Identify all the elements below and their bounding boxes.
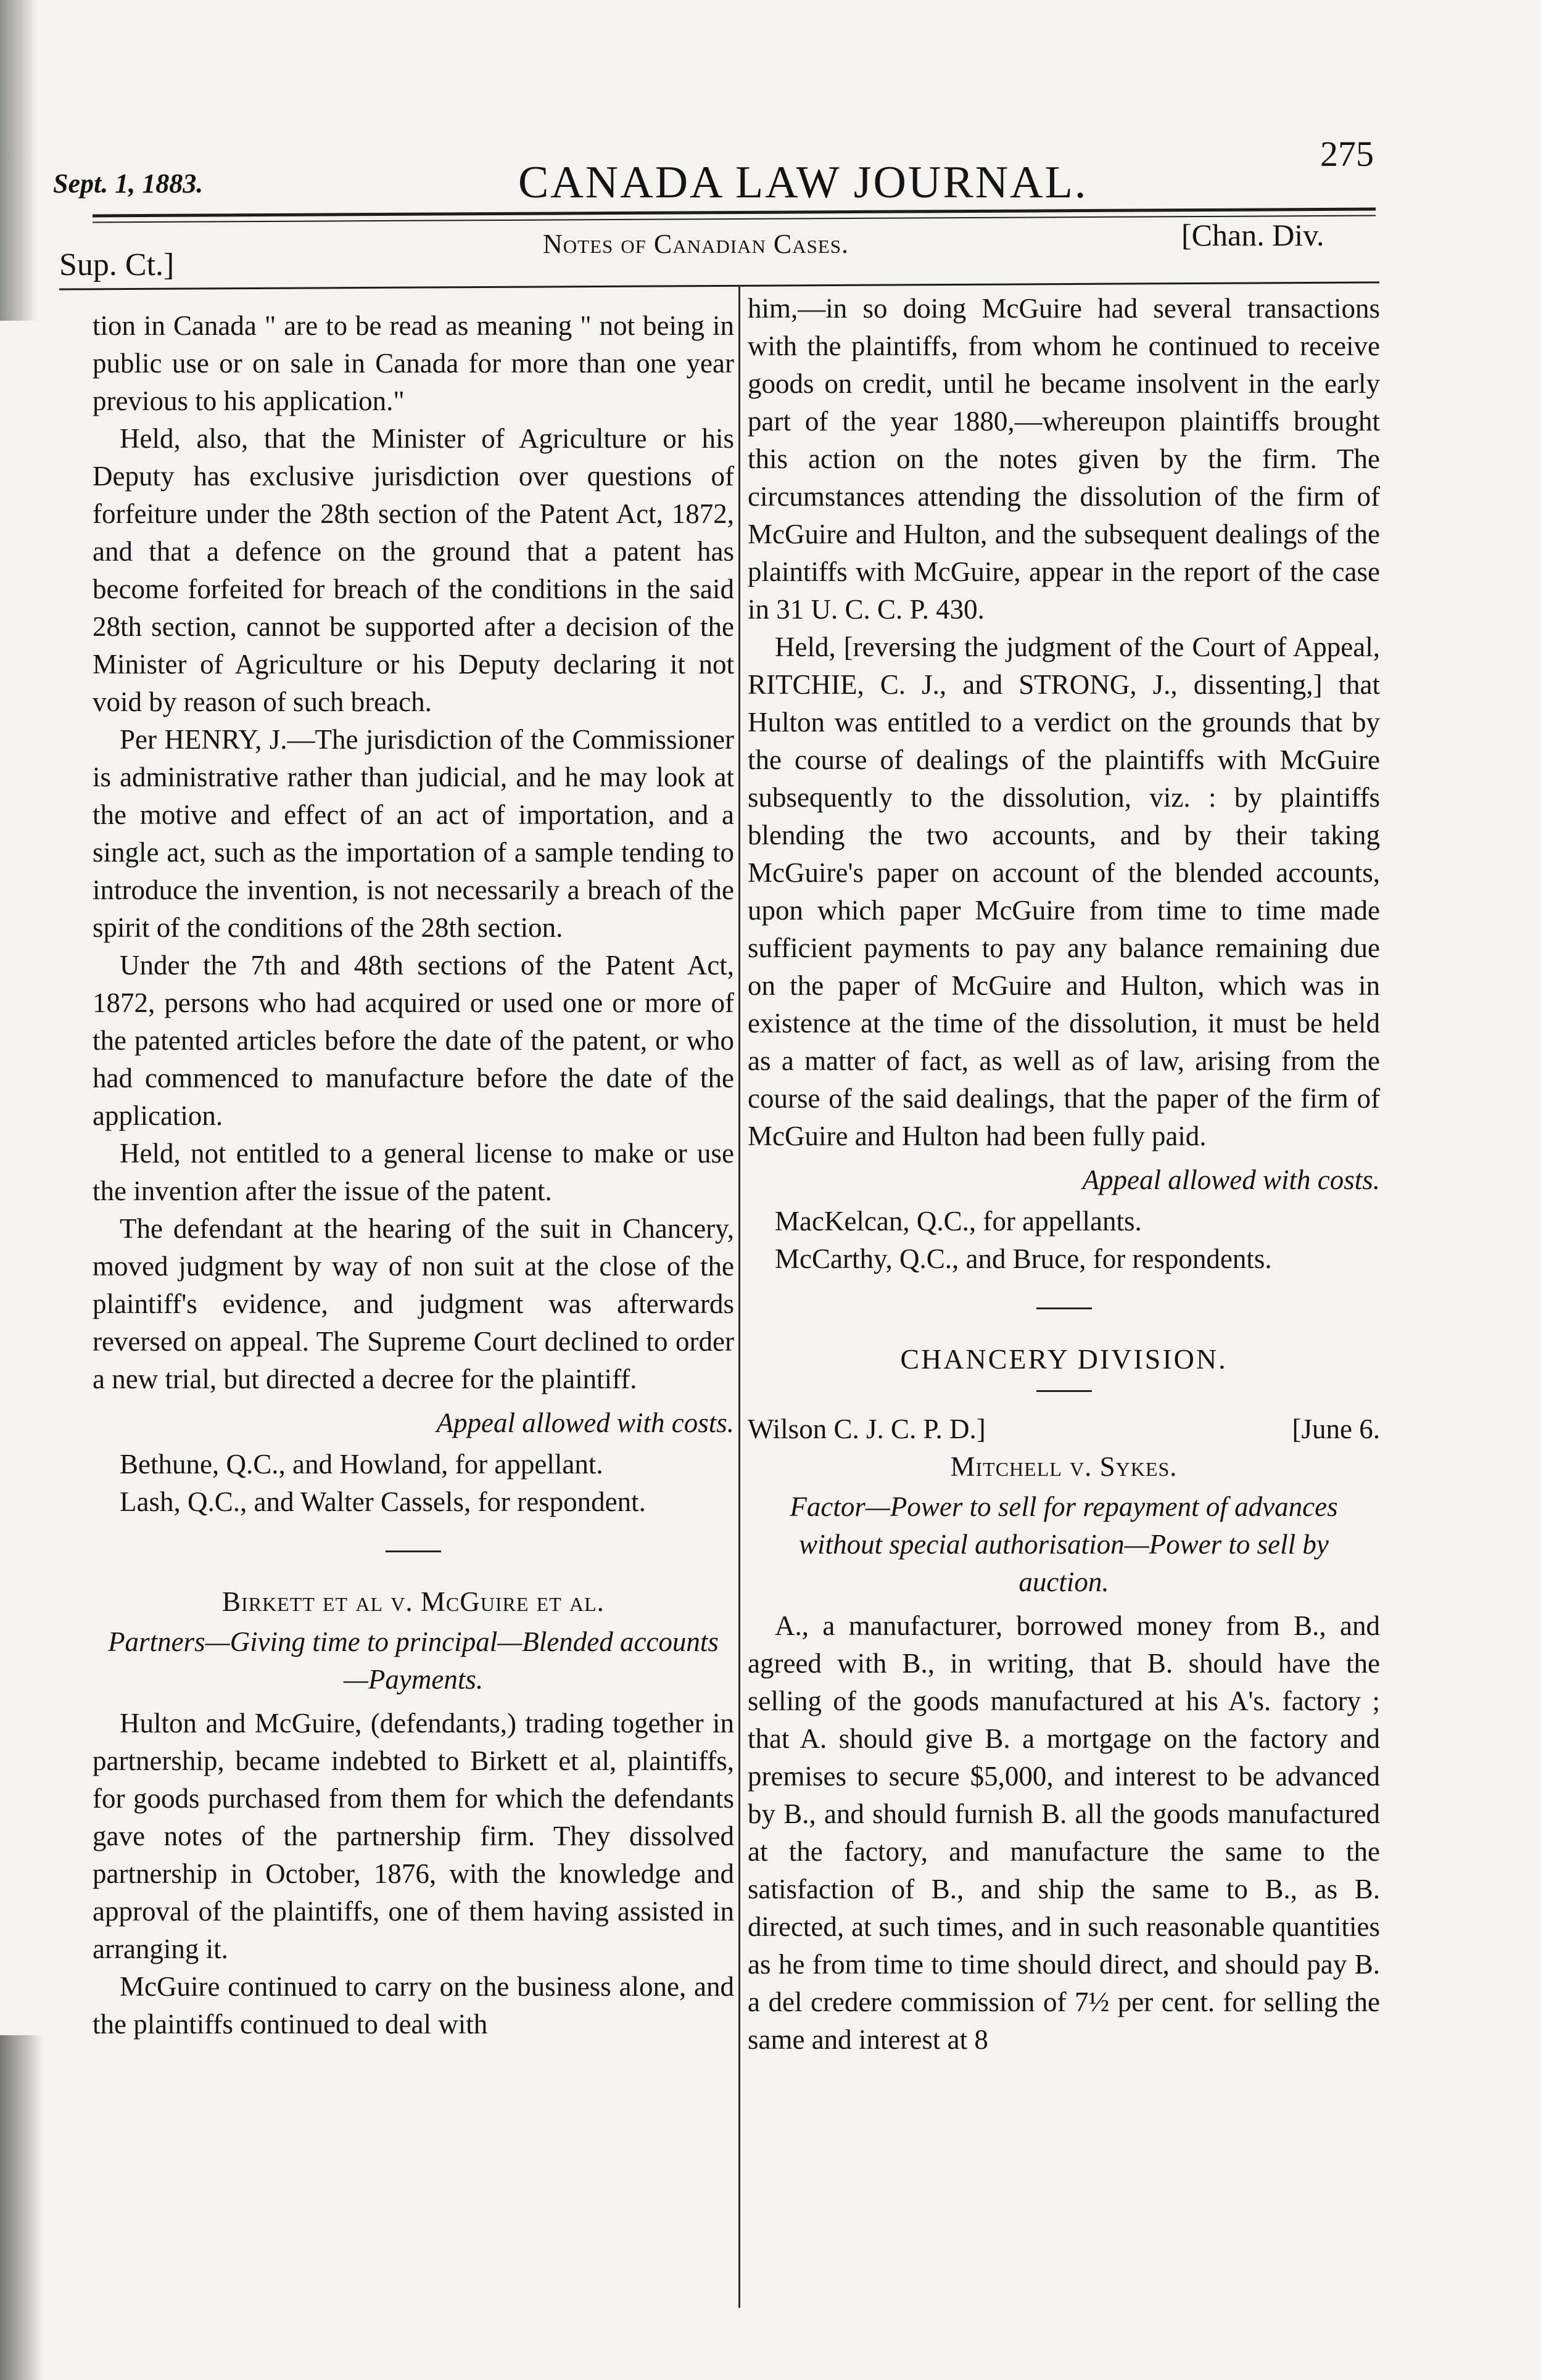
court-judge: Wilson C. J. C. P. D.] <box>748 1414 986 1444</box>
running-head-right: [Chan. Div. <box>1181 218 1324 252</box>
case-headnote: Partners—Giving time to principal—Blended accounts—Payments. <box>108 1626 719 1695</box>
court-line <box>748 1410 1380 1448</box>
section-title: CHANCERY DIVISION. <box>900 1343 1228 1375</box>
counsel-line: McCarthy, Q.C., and Bruce, for respondents. <box>775 1243 1272 1274</box>
paragraph: Held, not entitled to a general license to make or use the invention after the issue of the patent. <box>93 1138 734 1206</box>
counsel-line: Bethune, Q.C., and Howland, for appellant. <box>120 1449 603 1480</box>
court-date: [June 6. <box>1292 1414 1380 1444</box>
right-column <box>748 290 1380 2059</box>
case-title: Mitchell v. Sykes. <box>950 1451 1178 1482</box>
page-number: 275 <box>1320 134 1374 174</box>
counsel-line: MacKelcan, Q.C., for appellants. <box>775 1206 1142 1237</box>
journal-title: CANADA LAW JOURNAL. <box>518 157 1088 208</box>
header-date: Sept. 1, 1883. <box>53 168 204 199</box>
disposition: Appeal allowed with costs. <box>436 1407 734 1438</box>
left-column <box>93 307 734 2043</box>
paragraph: Held, [reversing the judgment of the Court of Appeal, RITCHIE, C. J., and STRONG, J., dissenting,] that Hulton was entitled to a verdict on the grounds that by the course of dealings of the plaintiffs with McGuire subsequently to the dissolution, viz. : by plaintiffs blending the two accounts, and by their taking McGuire's paper on account of the blended accounts, upon which paper McGuire from time to time made sufficient payments to pay any balance remaining due on the paper of McGuire and Hulton, which was in existence at the time of the dissolution, it must be held as a matter of fact, as well as of law, arising from the course of the said dealings, that the paper of the firm of McGuire and Hulton had been fully paid. <box>748 632 1380 1151</box>
scan-shadow-top <box>0 0 37 321</box>
paragraph: A., a manufacturer, borrowed money from B., and agreed with B., in writing, that B. should have the selling of the goods manufactured at his A's. factory ; that A. should give B. a mortgage on the factory and premises to secure $5,000, and interest to be advanced by B., and should furnish B. all the goods manufactured at the factory, and manufacture the same to the satisfaction of B., and ship the same to B., as B. directed, at such times, and in such reasonable quantities as he from time to time should direct, and should pay B. a del credere commission of 7½ per cent. for selling the same and interest at 8 <box>748 1610 1380 2055</box>
paragraph: Hulton and McGuire, (defendants,) trading together in partnership, became indebted to Birkett et al, plaintiffs, for goods purchased from them for which the defendants gave notes of the partnership firm. They dissolved partnership in October, 1876, with the knowledge and approval of the plaintiffs, one of them having assisted in arranging it. <box>93 1708 734 1964</box>
running-head-rule <box>59 281 1379 290</box>
running-head-left: Sup. Ct.] <box>59 247 175 282</box>
paragraph: tion in Canada " are to be read as meaning " not being in public use or on sale in Canada for more than one year previous to his application." <box>93 310 734 416</box>
scan-shadow-bottom <box>0 2035 43 2380</box>
column-divider <box>738 285 740 2308</box>
case-headnote: Factor—Power to sell for repayment of advances without special authorisation—Power to sell by auction. <box>790 1491 1338 1597</box>
running-head-center: Notes of Canadian Cases. <box>543 229 849 259</box>
paragraph: him,—in so doing McGuire had several transactions with the plaintiffs, from whom he continued to receive goods on credit, until he became insolvent in the early part of the year 1880,—whereupon plaintiffs brought this action on the notes given by the firm. The circumstances attending the dissolution of the firm of McGuire and Hulton, and the subsequent dealings of the plaintiffs with McGuire, appear in the report of the case in 31 U. C. C. P. 430. <box>748 293 1380 625</box>
paragraph: McGuire continued to carry on the business alone, and the plaintiffs continued to deal with <box>93 1971 734 2040</box>
disposition: Appeal allowed with costs. <box>1082 1164 1380 1195</box>
case-title: Birkett et al v. McGuire et al. <box>222 1586 605 1617</box>
counsel-line: Lash, Q.C., and Walter Cassels, for respondent. <box>120 1486 646 1517</box>
paragraph: The defendant at the hearing of the suit in Chancery, moved judgment by way of non suit at the close of the plaintiff's evidence, and judgment was afterwards reversed on appeal. The Supreme Court declined to order a new trial, but directed a decree for the plaintiff. <box>93 1213 734 1394</box>
section-separator <box>1036 1390 1092 1392</box>
paragraph: Under the 7th and 48th sections of the Patent Act, 1872, persons who had acquired or used one or more of the patented articles before the date of the patent, or who had commenced to manufacture before the date of the application. <box>93 950 734 1131</box>
section-separator <box>386 1550 441 1552</box>
paragraph: Held, also, that the Minister of Agriculture or his Deputy has exclusive jurisdiction over questions of forfeiture under the 28th section of the Patent Act, 1872, and that a defence on the ground that a patent has become forfeited for breach of the conditions in the said 28th section, cannot be supported after a decision of the Minister of Agriculture or his Deputy declaring it not void by reason of such breach. <box>93 423 734 717</box>
section-separator <box>1036 1307 1092 1309</box>
paragraph: Per HENRY, J.—The jurisdiction of the Commissioner is administrative rather than judicial, and he may look at the motive and effect of an act of importation, and a single act, such as the importation of a sample tending to introduce the invention, is not necessarily a breach of the spirit of the conditions of the 28th section. <box>93 724 734 943</box>
